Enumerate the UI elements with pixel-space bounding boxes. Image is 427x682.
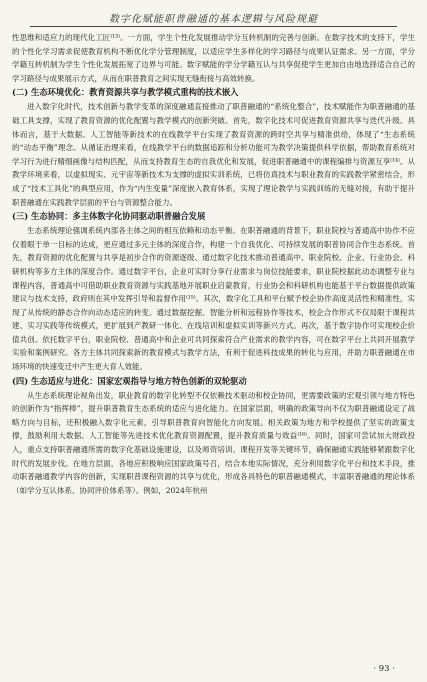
paragraph: 从生态系统理论视角出发，职业教育的数字化转型不仅依赖技术驱动和校企协同，更需要政策的宏观引领与地方特色的创新作为“指挥棒”，提升职普教育生态系统的适应与进化能力。在国家层面，明确的政策导向不仅为职普融通设定了战略方向与目标，还积极融入数字化元素，引导职普教育向智能化方向发展。相关政策为地方和学校提供了坚实的政策支撑，鼓励利用大数据、人工智能等先进技术优化教育资源配置，提升教育质量与效益⁽¹⁶⁾。同时，国家可尝试加大财政投入，重点支持职普融通所需的数字化基础设施建设，以及师资培训、课程开发等关键环节，确保融通实践能够紧跟数字化时代的发展步伐。在地方层面，各地应积极响应国家政策号召，结合本地实际情况，充分利用数字化平台和技术手段，推动职普融通教学内容的创新，实现职普课程资源的共享与优化，形成各具特色的职普融通模式，丰富职普融通的理论体系（如学分互认体系、协同评价体系等）。例如，2024年杭州	[12, 390, 415, 495]
page-number: · 93 ·	[373, 664, 395, 674]
section-heading: (四) 生态适应与进化：国家宏观指导与地方特色创新的双轮驱动	[12, 375, 247, 386]
paragraph: 生态系统理论强调系统内部各主体之间的相互依赖和动态平衡。在职普融通的背景下，职业院校与普通高中协作不应仅着眼于单一目标的达成，更应通过多元主体的深度合作，构建一个自我优化、可持续发展的职普协同合作生态系统。首先，教育资源的优化配置与共享是初步合作的资源逐级、通过数字化技术推动普通高中、职业院校、企业、行业协会、科研机构等多方主体的深度合作。通过数字平台，企业可实时分享行业需求与岗位技能要求，职业院校据此动态调整专业与课程内容，普通高中可借助职业教育资源与实践基地开展职业启蒙教育，行业协会和科研机构也能基于平台数据提供政策建议与技术支持，政府则在其中发挥引导和监督作用⁽¹⁵⁾。其次，数字化工具和平台赋予校企协作高度灵活性和精准性，实现了从传统的静态合作向动态适应的转变。通过数据挖掘、智能分析和远程协作等技术，校企合作形式不仅局限于课程共建、实习实践等传统模式，更扩展到产教研一体化、在线培训和虚拟实训等新兴方式。再次，基于数字协作可实现校企价值共创。依托数字平台，职业院校、普通高中和企业可共同探索符合产业需求的教学内容，可在数字平台上共同开展教学实验和案例研究。各方主体共同探索新的教育模式与教学方法，有利于促进科技成果的转化与应用，并助力职普融通在市场环境的快速变迁中产生更大育人效能。	[12, 226, 415, 372]
running-header: 数字化赋能职普融通的基本逻辑与风险规避	[109, 14, 318, 25]
section-heading: (二) 生态环境优化：教育资源共享与教学模式重构的技术嵌入	[12, 87, 239, 98]
paragraph: 性思维和适应力的现代化工匠⁽¹³⁾。一方面，学生个性化发展推动学分互转机制的完善与创新。在数字技术的支持下，学生的个性化学习需求促使教育机构不断优化学分管理制度，以适应学生多样化的学习路径与成果认证需求。另一方面，学分学籍互转机制为学生个性化发展拓宽了边界与可能。数字赋能的学分学籍互认与共享促使学生更加自由地选择适合自己的学习路径与成果展示方式，从而在职普教育之间实现无缝衔接与高效转换。	[12, 33, 415, 83]
header-divider	[30, 26, 397, 27]
body-text	[12, 31, 415, 497]
section-heading: (三) 生态协同：多主体数字化协同驱动职普融合发展	[12, 211, 206, 222]
paragraph: 进入数字化时代，技术创新与教学变革的深度融通直接推动了职普融通的“系统化整合”，技术赋能作为职普融通的基础工具支撑，实现了教育资源的优化配置与教学模式的创新突破。首先，数字化技术可促进教育资源共享与迭代升级。具体而言，基于大数据、人工智能等新技术的在线教学平台实现了教育资源的跨时空共享与精准供给，体现了“生态系统的“动态平衡”理念。从循证治理来看，在线教学平台的数据追踪和分析功能可为教学决策提供科学依据，帮助教育系统对学习行为进行精细画像与结构匹配，从而支持教育生态的自我优化和发展，促进职普融通中的课程编排与资源互享⁽¹⁴⁾。从教学环境来看，以虚拟现实、元宇宙等新技术为支撑的虚拟实训系统，已将仿真技术与职业教育的实践教学紧密结合，形成了“技术工具化”的典型应用，作为“内生变量”深度嵌入教育体系，实现了理论教学与实践训练的无缝对接，有助于提升职普融通在实践教学层面的平台与资源整合能力。	[12, 102, 415, 207]
